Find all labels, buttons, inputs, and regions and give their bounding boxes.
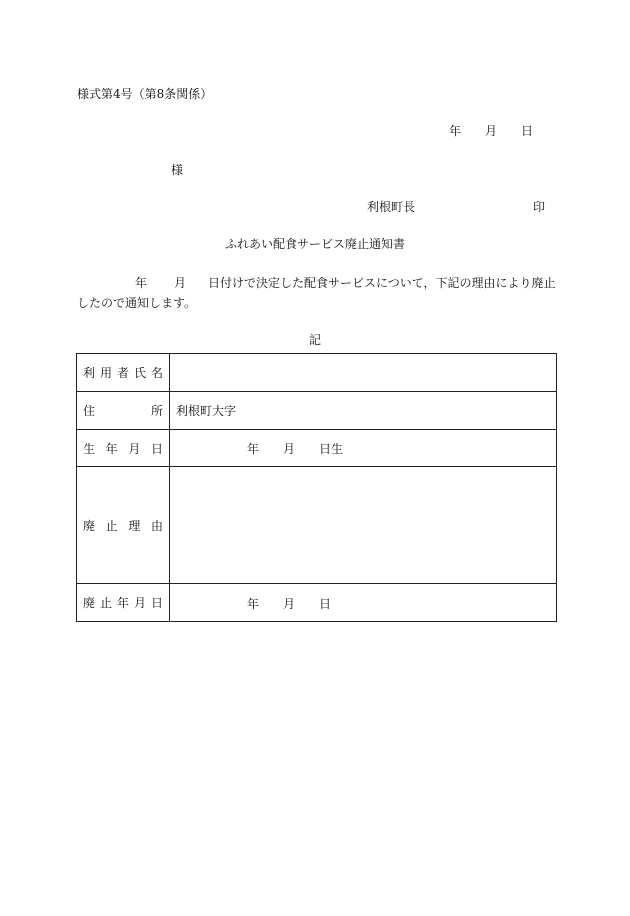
birthdate-field[interactable] <box>170 430 557 467</box>
abol-month-label: 月 <box>283 596 296 611</box>
body-month: 月 <box>174 276 187 290</box>
document-title: ふれあい配食サービス廃止通知書 <box>224 237 405 251</box>
row-abolition-date <box>77 584 557 622</box>
address-label: 住所 <box>77 392 170 430</box>
address-field[interactable]: 利根町大字 <box>170 392 557 430</box>
date-day-label: 日 <box>521 124 534 138</box>
abolition-date-field[interactable] <box>170 584 557 622</box>
row-address <box>77 392 557 430</box>
birth-year-label: 年 <box>247 442 260 456</box>
birthdate-label: 生年月日 <box>77 430 170 467</box>
row-user-name <box>77 354 557 392</box>
abolition-date-label: 廃止年月日 <box>77 584 170 622</box>
body-line-1 <box>77 273 557 293</box>
row-birthdate <box>77 430 557 467</box>
record-table <box>76 353 557 622</box>
reason-field[interactable] <box>170 467 557 584</box>
ki-heading: 記 <box>308 333 321 347</box>
birth-month-label: 月 <box>283 442 296 456</box>
body-paragraph <box>77 273 557 313</box>
row-reason <box>77 467 557 584</box>
body-year: 年 <box>135 276 148 290</box>
addressee-suffix: 様 <box>171 163 184 177</box>
form-number: 様式第4号（第8条関係） <box>77 87 213 101</box>
date-month-label: 月 <box>485 124 498 138</box>
abolition-date <box>176 595 556 611</box>
date-year-label: 年 <box>449 124 462 138</box>
abol-year-label: 年 <box>247 596 260 611</box>
user-name-field[interactable] <box>170 354 557 392</box>
user-name-label: 利用者氏名 <box>77 354 170 392</box>
birth-day-label: 日生 <box>319 442 344 456</box>
seal-mark: 印 <box>533 200 546 214</box>
body-line-2: したので通知します。 <box>77 296 197 310</box>
birthdate-date <box>176 440 556 456</box>
abol-day-label: 日 <box>319 596 332 611</box>
issuer-name: 利根町長 <box>367 200 416 214</box>
reason-label: 廃止理由 <box>77 467 170 584</box>
body-line-1-text: 日付けで決定した配食サービスについて，下記の理由により廃止 <box>208 276 556 290</box>
